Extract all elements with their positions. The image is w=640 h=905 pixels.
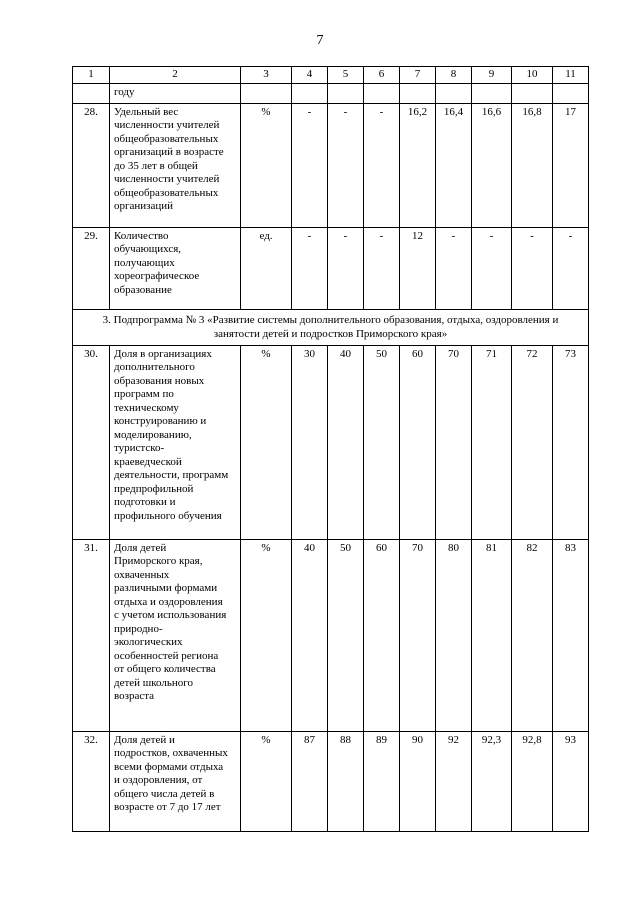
row-number: 28.: [73, 103, 110, 227]
header-cell: 9: [472, 67, 512, 84]
value-cell: 87: [292, 731, 328, 831]
value-cell: 70: [436, 345, 472, 539]
section-title: 3. Подпрограмма № 3 «Развитие системы дополнительного образования, отдыха, оздоровления и занятости детей и подростков Приморского края»: [73, 309, 589, 345]
indicator-name: Удельный вес численности учителей общеобразовательных организаций в возрасте до 35 лет в общей численности учителей общеобразовательных организаций: [110, 103, 241, 227]
header-cell: 5: [328, 67, 364, 84]
value-cell: 30: [292, 345, 328, 539]
indicator-name: Доля детей Приморского края, охваченных различными формами отдыха и оздоровления с учетом использования природно- экологических особенностей региона от общего количества детей школьного возраста: [110, 539, 241, 731]
header-cell: 4: [292, 67, 328, 84]
continuation-row: [73, 83, 589, 103]
header-cell: 6: [364, 67, 400, 84]
header-cell: 1: [73, 67, 110, 84]
unit-cell: %: [241, 731, 292, 831]
header-cell: 10: [512, 67, 553, 84]
header-cell: 2: [110, 67, 241, 84]
indicator-name: Количество обучающихся, получающих хореографическое образование: [110, 227, 241, 309]
value-cell: -: [364, 227, 400, 309]
header-row: [73, 67, 589, 84]
value-cell: 80: [436, 539, 472, 731]
page-number: 7: [316, 33, 324, 48]
value-cell: -: [292, 103, 328, 227]
value-cell: 73: [553, 345, 589, 539]
row-number: 29.: [73, 227, 110, 309]
value-cell: 60: [364, 539, 400, 731]
value-cell: 16,8: [512, 103, 553, 227]
value-cell: -: [328, 227, 364, 309]
table-row: [73, 227, 589, 309]
value-cell: 82: [512, 539, 553, 731]
value-cell: -: [364, 103, 400, 227]
value-cell: 72: [512, 345, 553, 539]
value-cell: 71: [472, 345, 512, 539]
table-row: [73, 345, 589, 539]
header-cell: 8: [436, 67, 472, 84]
value-cell: 16,6: [472, 103, 512, 227]
header-cell: 3: [241, 67, 292, 84]
table-row: [73, 539, 589, 731]
unit-cell: %: [241, 345, 292, 539]
unit-cell: ед.: [241, 227, 292, 309]
value-cell: 60: [400, 345, 436, 539]
value-cell: 83: [553, 539, 589, 731]
indicators-table: [72, 66, 589, 832]
value-cell: 92: [436, 731, 472, 831]
unit-cell: %: [241, 103, 292, 227]
header-cell: 11: [553, 67, 589, 84]
value-cell: 50: [328, 539, 364, 731]
table-row: [73, 731, 589, 831]
value-cell: 93: [553, 731, 589, 831]
value-cell: 81: [472, 539, 512, 731]
section-row: [73, 309, 589, 345]
unit-cell: %: [241, 539, 292, 731]
value-cell: -: [292, 227, 328, 309]
row-number: 30.: [73, 345, 110, 539]
value-cell: 16,2: [400, 103, 436, 227]
value-cell: 92,3: [472, 731, 512, 831]
value-cell: -: [512, 227, 553, 309]
value-cell: 90: [400, 731, 436, 831]
value-cell: 92,8: [512, 731, 553, 831]
continuation-text: году: [110, 83, 241, 103]
value-cell: 17: [553, 103, 589, 227]
row-number: 32.: [73, 731, 110, 831]
value-cell: -: [436, 227, 472, 309]
indicator-name: Доля детей и подростков, охваченных всеми формами отдыха и оздоровления, от общего числа детей в возрасте от 7 до 17 лет: [110, 731, 241, 831]
value-cell: 40: [292, 539, 328, 731]
value-cell: 70: [400, 539, 436, 731]
value-cell: 16,4: [436, 103, 472, 227]
header-cell: 7: [400, 67, 436, 84]
value-cell: 50: [364, 345, 400, 539]
value-cell: 88: [328, 731, 364, 831]
value-cell: -: [328, 103, 364, 227]
row-number: 31.: [73, 539, 110, 731]
table-row: [73, 103, 589, 227]
value-cell: 40: [328, 345, 364, 539]
value-cell: -: [553, 227, 589, 309]
value-cell: -: [472, 227, 512, 309]
value-cell: 89: [364, 731, 400, 831]
indicator-name: Доля в организациях дополнительного образования новых программ по техническому конструированию и моделированию, туристско- краеведческой деятельности, программ предпрофильной подготовки и профильного обучения: [110, 345, 241, 539]
value-cell: 12: [400, 227, 436, 309]
